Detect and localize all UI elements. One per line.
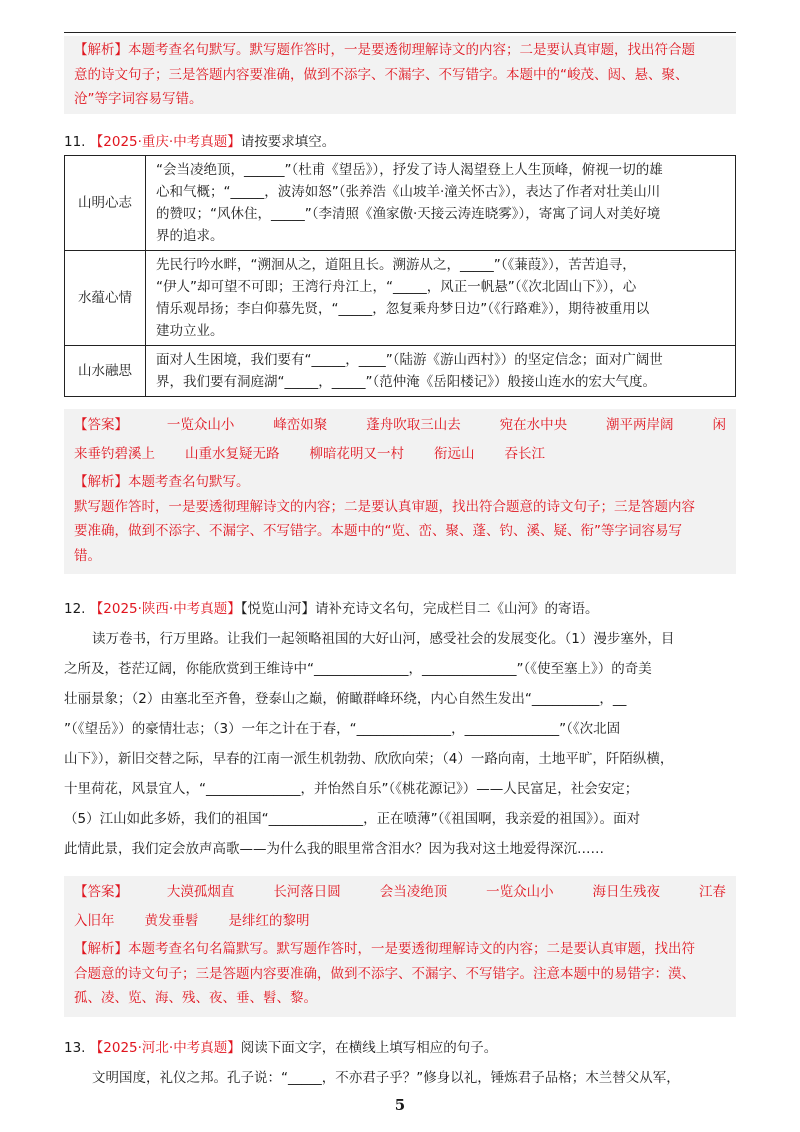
answer-item: 大漠孤烟直 <box>166 884 235 900</box>
analysis-line: 孤、凌、览、海、残、夜、垂、髫、黎。 <box>74 990 317 1006</box>
analysis-line: 沧”等字词容易写错。 <box>74 91 203 107</box>
passage-line: 读万卷书，行万里路。让我们一起领略祖国的大好山河，感受社会的发展变化。（1）漫步塞外，目 <box>92 631 675 647</box>
analysis-line: 要准确，做到不添字、不漏字、不写错字。本题中的“览、峦、聚、蓬、钓、溪、疑、衔”等字词容易写 <box>74 523 682 539</box>
analysis-text <box>68 933 732 1015</box>
passage-line: 文明国度，礼仪之邦。孔子说：“_____，不亦君子乎？”修身以礼，锤炼君子品格；木兰替父从军， <box>92 1070 680 1086</box>
question-11-heading <box>64 130 335 154</box>
question-13-heading <box>64 1036 497 1060</box>
passage-line: 之所及，苍茫辽阔，你能欣赏到王维诗中“______________，______________”（《使至塞上》）的奇美 <box>64 661 652 677</box>
row-text-line: “会当凌绝顶，______”（杜甫《望岳》），抒发了诗人渴望登上人生顶峰，俯视一切的雄 <box>156 162 663 178</box>
answer-label: 【答案】 <box>74 884 128 900</box>
question-prompt: 阅读下面文字，在横线上填写相应的句子。 <box>240 1040 498 1056</box>
question-source: 【2025·河北·中考真题】 <box>89 1040 241 1056</box>
question-prompt: 【悦览山河】请补充诗文名句，完成栏目二《山河》的寄语。 <box>240 601 599 617</box>
analysis-line: 错。 <box>74 547 101 564</box>
answer-label: 【答案】 <box>74 417 128 433</box>
answer-line <box>68 880 732 905</box>
passage-line: 十里荷花，风景宜人，“______________，并怡然自乐”（《桃花源记》）——人民富足，社会安定； <box>64 781 639 797</box>
row-text-line: 面对人生困境，我们要有“_____，____”（陆游《游山西村》）的坚定信念；面对广阔世 <box>156 352 663 368</box>
answer-item: 长河落日圆 <box>273 884 341 900</box>
answer-item: 海日生残夜 <box>592 884 661 900</box>
answer-item: 入旧年 <box>74 912 115 929</box>
fill-in-table <box>64 155 736 397</box>
row-text-line: 的赞叹；“风休住，_____”（李清照《渔家傲·天接云涛连晓雾》），寄寓了词人对美好境 <box>156 206 661 222</box>
row-text-line: 心和气概；“_____，波涛如怒”（张养浩《山坡羊·潼关怀古》），表达了作者对壮美山川 <box>156 184 661 200</box>
table-row <box>65 251 736 346</box>
answer-block-q11 <box>64 409 736 574</box>
row-text-line: 界的追求。 <box>156 228 224 244</box>
row-text-line: 界，我们要有洞庭湖“_____，_____”（范仲淹《岳阳楼记》）般接山连水的宏大气度。 <box>156 374 656 390</box>
answer-item: 黄发垂髫 <box>144 912 199 929</box>
question-13-passage <box>64 1063 736 1093</box>
answer-block-q12 <box>64 876 736 1017</box>
passage-line: 山下》），新旧交替之际，早春的江南一派生机勃勃、欣欣向荣；（4）一路向南，土地平旷，阡陌纵横， <box>64 751 674 767</box>
analysis-line: 默写题作答时，一是要透彻理解诗文的内容；二是要认真审题，找出符合题意的诗文句子；三是答题内容 <box>74 498 695 515</box>
analysis-block-q10 <box>64 36 736 114</box>
row-text-line: 先民行吟水畔，“溯洄从之，道阻且长。溯游从之，_____”（《蒹葭》），苦苦追寻， <box>156 257 636 273</box>
answer-item: 会当凌绝顶 <box>379 884 448 900</box>
row-text-line: 建功立业。 <box>156 323 224 339</box>
answer-item: 宛在水中央 <box>499 417 568 433</box>
question-source: 【2025·重庆·中考真题】 <box>89 134 241 150</box>
row-label: 水蕴心情 <box>65 251 146 346</box>
answer-item: 山重水复疑无路 <box>185 445 280 462</box>
answer-item: 一览众山小 <box>486 884 554 900</box>
answer-line <box>68 413 732 438</box>
answer-item: 闲 <box>712 417 726 433</box>
passage-line: 壮丽景象；（2）由塞北至齐鲁，登泰山之巅，俯瞰群峰环绕，内心自然生发出“__________，__ <box>64 691 627 707</box>
answer-item: 潮平两岸阔 <box>606 417 674 433</box>
analysis-line: 【解析】本题考查名句默写。 <box>74 474 250 490</box>
answer-item: 江春 <box>698 884 726 900</box>
question-prompt: 请按要求填空。 <box>240 134 336 150</box>
row-text <box>146 346 736 397</box>
analysis-line: 【解析】本题考查名句默写。默写题作答时，一是要透彻理解诗文的内容；二是要认真审题，找出符合题 <box>74 42 695 58</box>
row-text-line: “伊人”却可望不可即；王湾行舟江上，“_____，风正一帆悬”（《次北固山下》），心 <box>156 279 637 295</box>
answer-item: 来垂钓碧溪上 <box>74 445 155 462</box>
analysis-line: 合题意的诗文句子；三是答题内容要准确，做到不添字、不漏字、不写错字。注意本题中的易错字：漠、 <box>74 965 695 982</box>
question-number: 11. <box>64 134 86 150</box>
answer-item: 是绯红的黎明 <box>228 912 310 929</box>
question-number: 12. <box>64 601 86 617</box>
row-label: 山明心志 <box>65 156 146 251</box>
analysis-text <box>68 466 732 572</box>
answer-item: 蓬舟吹取三山去 <box>366 417 461 433</box>
question-12-passage <box>64 624 736 864</box>
answer-item: 吞长江 <box>504 445 545 462</box>
answer-item: 峰峦如聚 <box>273 417 328 433</box>
answer-item: 一览众山小 <box>166 417 235 433</box>
passage-line: 此情此景，我们定会放声高歌——为什么我的眼里常含泪水？因为我对这土地爱得深沉…… <box>64 841 604 857</box>
answer-line <box>68 438 732 467</box>
header-rule <box>64 32 736 33</box>
answer-line <box>68 905 732 934</box>
row-text-line: 情乐观昂扬；李白仰慕先贤，“_____，忽复乘舟梦日边”（《行路难》），期待被重用以 <box>156 301 650 317</box>
analysis-line: 【解析】本题考查名句名篇默写。默写题作答时，一是要透彻理解诗文的内容；二是要认真审题，找出符 <box>74 941 695 957</box>
passage-line: （5）江山如此多娇，我们的祖国“______________，正在喷薄”（《祖国啊，我亲爱的祖国》）。面对 <box>64 811 641 827</box>
row-text <box>146 251 736 346</box>
question-number: 13. <box>64 1040 86 1056</box>
passage-line: ”（《望岳》）的豪情壮志；（3）一年之计在于春，“______________，______________”（《次北固 <box>64 721 621 737</box>
question-12-heading <box>64 597 598 621</box>
row-text <box>146 156 736 251</box>
answer-item: 柳暗花明又一村 <box>309 445 404 462</box>
answer-item: 衔远山 <box>434 445 475 462</box>
page-number: 5 <box>394 1096 406 1114</box>
question-source: 【2025·陕西·中考真题】 <box>89 601 241 617</box>
analysis-line: 意的诗文句子；三是答题内容要准确，做到不添字、不漏字、不写错字。本题中的“峻茂、闼、悬、聚、 <box>74 66 689 83</box>
row-label: 山水融思 <box>65 346 146 397</box>
table-row <box>65 156 736 251</box>
table-row <box>65 346 736 397</box>
